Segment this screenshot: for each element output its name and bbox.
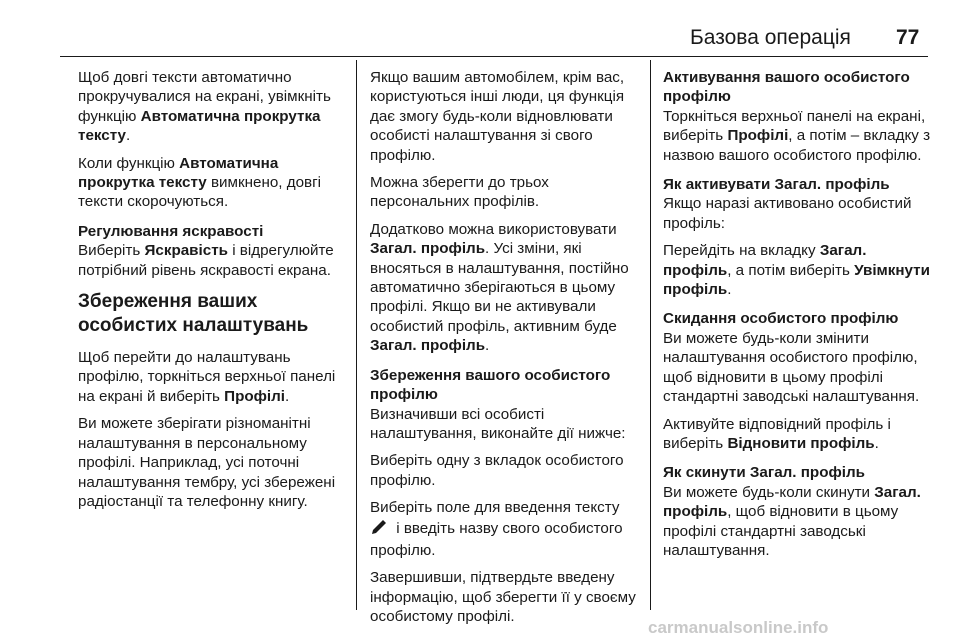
column-3	[663, 68, 935, 568]
paragraph: Перейдіть на вкладку Загал. профіль, а потім виберіть Увімкнути профіль.	[663, 242, 930, 299]
paragraph: Ви можете зберігати різноманітні налаштування в персональному профілі. Наприклад, усі поточні налаштування тембру, усі збережені радіостанції та телефонну книгу.	[78, 415, 336, 510]
bold-term: Профілі	[727, 127, 789, 145]
column-1	[78, 68, 344, 519]
subheading: Як скинути Загал. профіль	[663, 464, 865, 482]
paragraph: Щоб перейти до налаштувань профілю, торкніться верхньої панелі на екрані й виберіть Профілі.	[78, 349, 336, 405]
page-header	[0, 0, 960, 60]
bold-term: Відновити профіль	[727, 434, 875, 452]
paragraph: Якщо вашим автомобілем, крім вас, користуються інші люди, ця функція дає змогу будь-коли відновлювати особисті налаштування зі свого профілю.	[370, 69, 625, 164]
paragraph: Виберіть одну з вкладок особистого профілю.	[370, 452, 624, 489]
subheading: Збереження вашого особистого профілю	[370, 366, 611, 404]
paragraph: Коли функцію Автоматична прокрутка тексту вимкнено, довгі тексти скорочуються.	[78, 154, 322, 211]
bold-term: Профілі	[224, 387, 286, 405]
bold-term: Увімкнути профіль	[663, 261, 930, 299]
bold-term: Загал. профіль	[663, 242, 867, 279]
bold-term: Яскравість	[144, 242, 228, 260]
paragraph-text: і введіть назву свого особистого профілю.	[370, 519, 623, 559]
paragraph: Активуйте відповідний профіль і виберіть Відновити профіль.	[663, 415, 891, 452]
paragraph: Можна зберегти до трьох персональних профілів.	[370, 174, 549, 211]
paragraph: Якщо наразі активовано особистий профіль:	[663, 195, 912, 232]
section-heading: Збереження ваших особистих налаштувань	[78, 291, 309, 337]
header-title: Базова операція	[690, 26, 851, 49]
page-number: 77	[896, 26, 920, 49]
paragraph: Визначивши всі особисті налаштування, виконайте дії нижче:	[370, 405, 626, 442]
bold-term: Автоматична прокрутка тексту	[78, 154, 279, 192]
bold-term: Загал. профіль	[370, 337, 486, 355]
subheading: Скидання особистого профілю	[663, 310, 899, 328]
paragraph: Ви можете будь-коли змінити налаштування особистого профілю, щоб відновити в цьому профілі стандартні заводські налаштування.	[663, 329, 920, 406]
subheading: Як активувати Загал. профіль	[663, 176, 890, 194]
paragraph: Виберіть Яскравість і відрегулюйте потрібний рівень яскравості екрана.	[78, 242, 334, 279]
pencil-icon	[370, 518, 388, 541]
bold-term: Загал. профіль	[370, 240, 486, 258]
paragraph: Щоб довгі тексти автоматично прокручувалися на екрані, увімкніть функцію Автоматична прокрутка тексту.	[78, 69, 331, 145]
bold-term: Автоматична прокрутка тексту	[78, 107, 321, 145]
column-2	[370, 68, 642, 635]
column-divider-2	[650, 60, 651, 610]
column-divider-1	[356, 60, 357, 610]
watermark: carmanualsonline.info	[648, 618, 829, 637]
paragraph-text: Виберіть поле для введення тексту	[370, 499, 620, 517]
subheading: Регулювання яскравості	[78, 222, 264, 240]
paragraph: Ви можете будь-коли скинути Загал. профіль, щоб відновити в цьому профілі стандартні заводські налаштування.	[663, 483, 921, 559]
paragraph	[370, 498, 642, 560]
paragraph: Додатково можна використовувати Загал. профіль. Усі зміни, які вносяться в налаштування, постійно автоматично зберігаються в цьому профілі. Якщо ви не активували особистий профіль, активним буде Загал. профіль.	[370, 220, 629, 355]
header-rule	[60, 56, 928, 57]
paragraph: Завершивши, підтвердьте введену інформацію, щоб зберегти її у своєму особистому профілі.	[370, 569, 636, 626]
subheading: Активування вашого особистого профілю	[663, 69, 910, 106]
paragraph: Торкніться верхньої панелі на екрані, виберіть Профілі, а потім – вкладку з назвою вашого особистого профілю.	[663, 107, 931, 164]
bold-term: Загал. профіль	[663, 483, 921, 521]
